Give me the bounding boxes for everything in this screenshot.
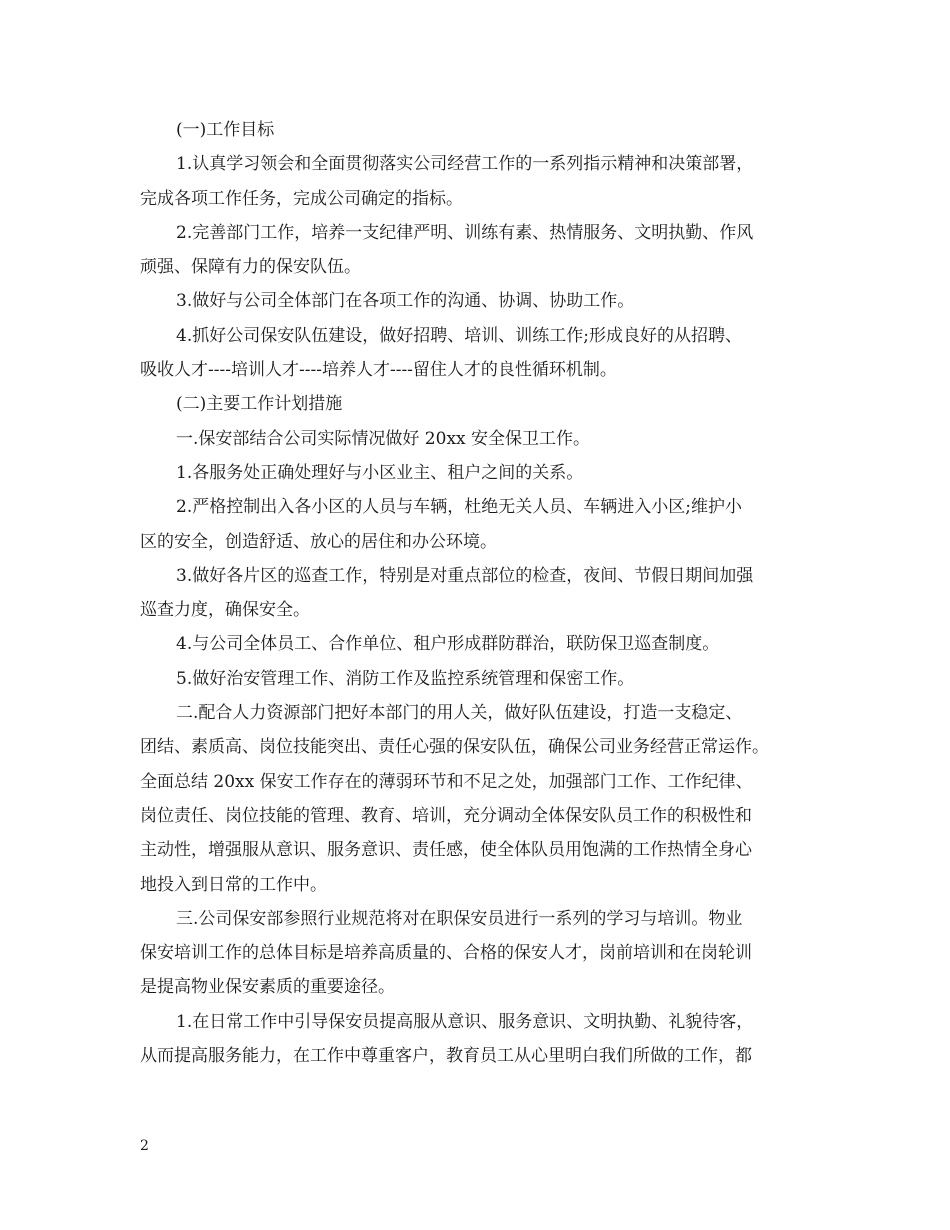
document-body [140, 113, 810, 1073]
paragraph-line: 1.认真学习领会和全面贯彻落实公司经营工作的一系列指示精神和决策部署， [176, 154, 754, 175]
paragraph-line: 4.抓好公司保安队伍建设，做好招聘、培训、训练工作;形成良好的从招聘、 [176, 325, 742, 346]
paragraph-line: 1.在日常工作中引导保安员提高服从意识、服务意识、文明执勤、礼貌待客， [176, 1011, 754, 1032]
paragraph-line: 地投入到日常的工作中。 [140, 874, 327, 895]
paragraph-line: 三.公司保安部参照行业规范将对在职保安员进行一系列的学习与培训。物业 [176, 908, 743, 929]
paragraph-line: 保安培训工作的总体目标是培养高质量的、合格的保安人才，岗前培训和在岗轮训 [140, 943, 752, 964]
paragraph-line: 一.保安部结合公司实际情况做好 20xx 安全保卫工作。 [176, 428, 591, 449]
page-number: 2 [140, 1138, 149, 1154]
paragraph-line: 主动性，增强服从意识、服务意识、责任感，使全体队员用饱满的工作热情全身心 [140, 840, 752, 861]
paragraph-line: 团结、素质高、岗位技能突出、责任心强的保安队伍，确保公司业务经营正常运作。 [140, 737, 769, 758]
paragraph-line: 岗位责任、岗位技能的管理、教育、培训，充分调动全体保安队员工作的积极性和 [140, 805, 752, 826]
paragraph-line: 吸收人才----培训人才----培养人才----留住人才的良性循环机制。 [140, 360, 617, 381]
paragraph-line: 巡查力度，确保安全。 [140, 600, 310, 621]
paragraph-line: 从而提高服务能力，在工作中尊重客户，教育员工从心里明白我们所做的工作，都 [140, 1046, 752, 1067]
paragraph-line: 顽强、保障有力的保安队伍。 [140, 257, 361, 278]
paragraph-line: 区的安全，创造舒适、放心的居住和办公环境。 [140, 531, 497, 552]
paragraph-line: 2.严格控制出入各小区的人员与车辆，杜绝无关人员、车辆进入小区;维护小 [176, 497, 742, 518]
paragraph-line: 5.做好治安管理工作、消防工作及监控系统管理和保密工作。 [176, 668, 635, 689]
paragraph-line: 二.配合人力资源部门把好本部门的用人关，做好队伍建设，打造一支稳定、 [176, 703, 743, 724]
section-heading: (一)工作目标 [176, 120, 275, 140]
paragraph-line: 完成各项工作任务，完成公司确定的指标。 [140, 188, 463, 209]
section-heading: (二)主要工作计划措施 [176, 394, 343, 415]
paragraph-line: 是提高物业保安素质的重要途径。 [140, 977, 395, 998]
paragraph-line: 1.各服务处正确处理好与小区业主、租户之间的关系。 [176, 462, 584, 483]
paragraph-line: 4.与公司全体员工、合作单位、租户形成群防群治，联防保卫巡查制度。 [176, 634, 720, 655]
paragraph-line: 全面总结 20xx 保安工作存在的薄弱环节和不足之处，加强部门工作、工作纪律、 [140, 771, 753, 792]
paragraph-line: 3.做好各片区的巡查工作，特别是对重点部位的检查，夜间、节假日期间加强 [176, 565, 754, 586]
paragraph-line: 3.做好与公司全体部门在各项工作的沟通、协调、协助工作。 [176, 291, 635, 312]
paragraph-line: 2.完善部门工作，培养一支纪律严明、训练有素、热情服务、文明执勤、作风 [176, 222, 754, 243]
